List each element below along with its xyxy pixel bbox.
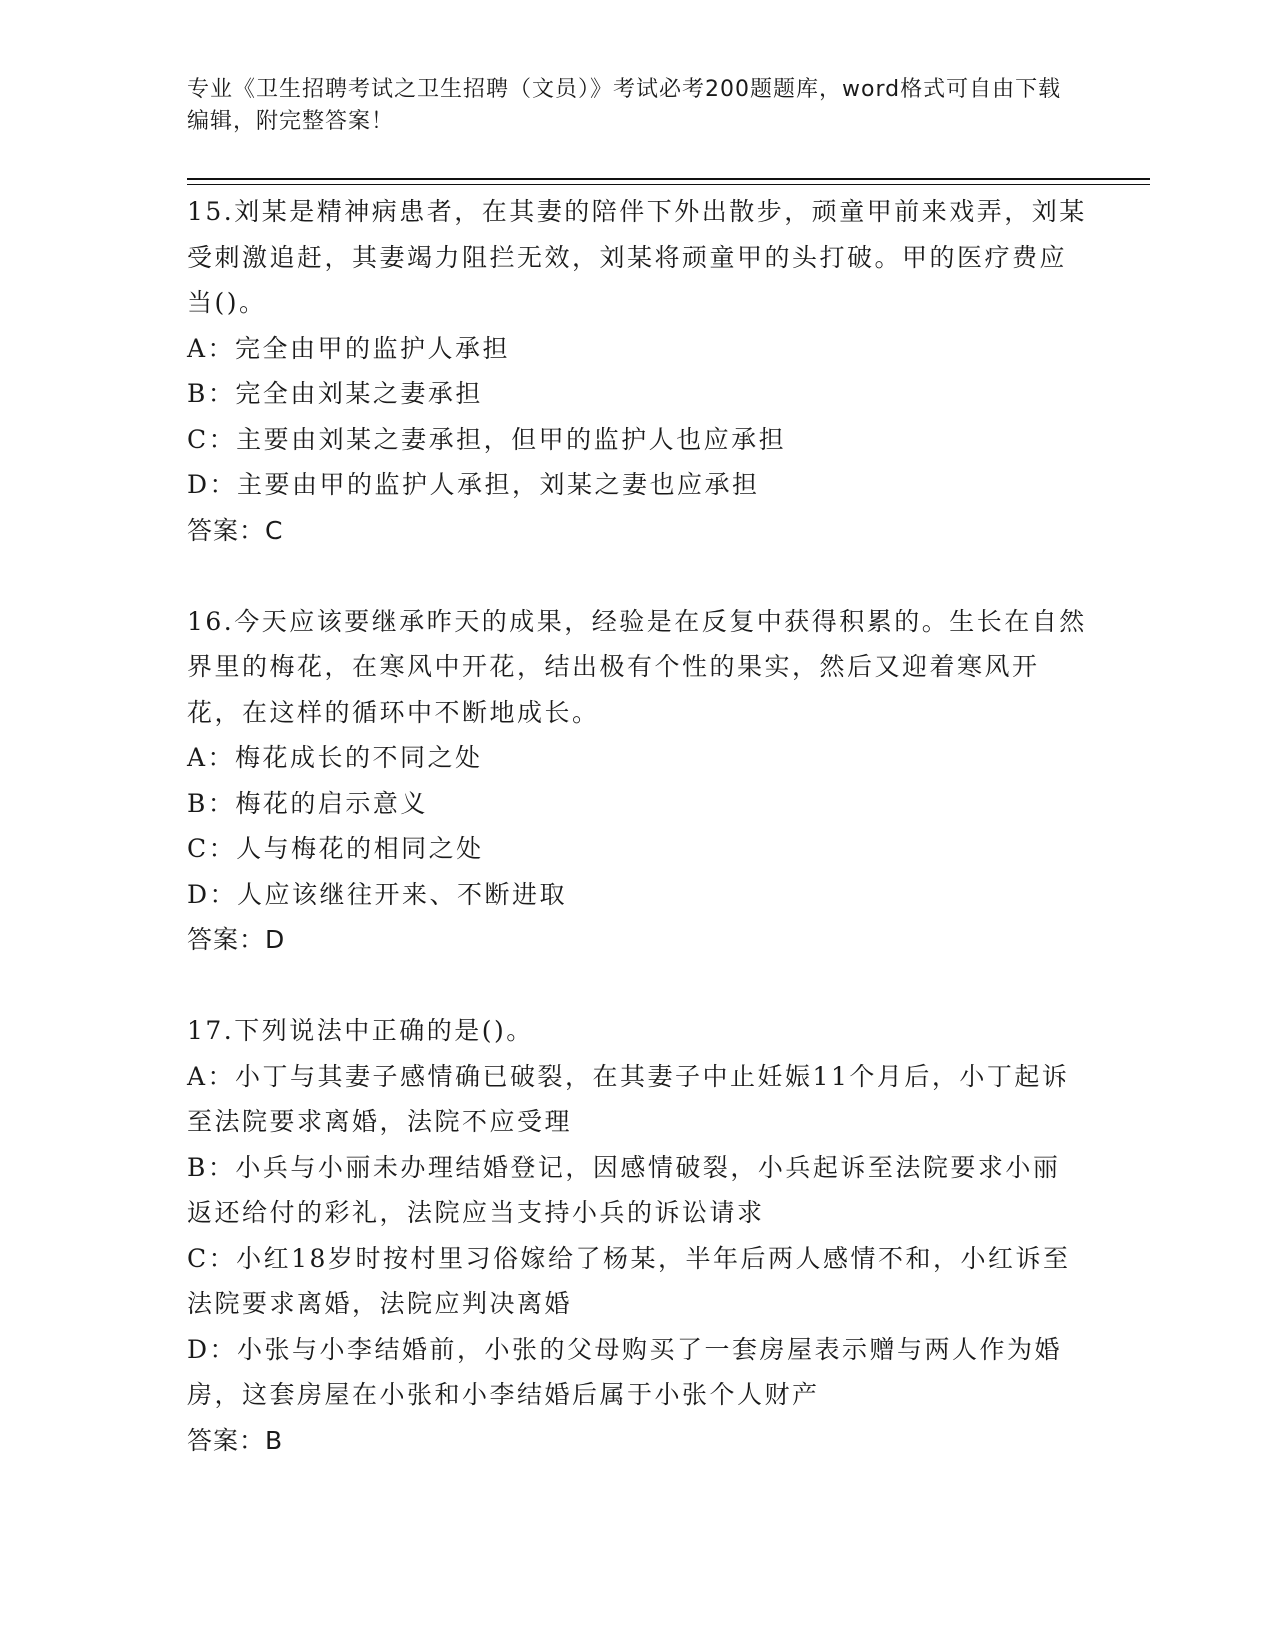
question-item	[187, 1008, 1087, 1463]
answer-line: 答案：B	[187, 1425, 284, 1455]
question-stem: 15.刘某是精神病患者，在其妻的陪伴下外出散步，顽童甲前来戏弄，刘某受刺激追赶，其妻竭力阻拦无效，刘某将顽童甲的头打破。甲的医疗费应当()。	[187, 197, 1087, 317]
option-c: C：人与梅花的相同之处	[187, 834, 484, 863]
option-d: D：小张与小李结婚前，小张的父母购买了一套房屋表示赠与两人作为婚房，这套房屋在小张和小李结婚后属于小张个人财产	[187, 1334, 1063, 1409]
answer-line: 答案：D	[187, 925, 286, 954]
question-item	[187, 599, 1087, 963]
option-c: C：主要由刘某之妻承担，但甲的监护人也应承担	[187, 424, 787, 454]
option-d: D：人应该继往开来、不断进取	[187, 879, 568, 909]
document-header: 专业《卫生招聘考试之卫生招聘（文员）》考试必考200题题库，word格式可自由下载编辑，附完整答案！	[187, 77, 1062, 134]
option-b: B：梅花的启示意义	[187, 788, 428, 818]
question-item	[187, 189, 1087, 553]
header-divider-thick	[187, 178, 1150, 180]
option-b: B：小兵与小丽未办理结婚登记，因感情破裂，小兵起诉至法院要求小丽返还给付的彩礼，法院应当支持小兵的诉讼请求	[187, 1152, 1061, 1227]
question-list	[187, 189, 1087, 1463]
option-a: A：完全由甲的监护人承担	[187, 333, 511, 363]
option-d: D：主要由甲的监护人承担，刘某之妻也应承担	[187, 470, 760, 499]
option-b: B：完全由刘某之妻承担	[187, 379, 483, 408]
answer-line: 答案：C	[187, 515, 284, 545]
question-spacer	[187, 553, 1087, 599]
option-a: A：梅花成长的不同之处	[187, 743, 483, 772]
question-stem: 17.下列说法中正确的是()。	[187, 1016, 534, 1045]
header-divider-thin	[187, 184, 1150, 185]
question-stem: 16.今天应该要继承昨天的成果，经验是在反复中获得积累的。生长在自然界里的梅花，在寒风中开花，结出极有个性的果实，然后又迎着寒风开花，在这样的循环中不断地成长。	[187, 606, 1087, 727]
option-a: A：小丁与其妻子感情确已破裂，在其妻子中止妊娠11个月后，小丁起诉至法院要求离婚，法院不应受理	[187, 1061, 1070, 1136]
option-c: C：小红18岁时按村里习俗嫁给了杨某，半年后两人感情不和，小红诉至法院要求离婚，法院应判决离婚	[187, 1243, 1071, 1318]
question-spacer	[187, 963, 1087, 1009]
